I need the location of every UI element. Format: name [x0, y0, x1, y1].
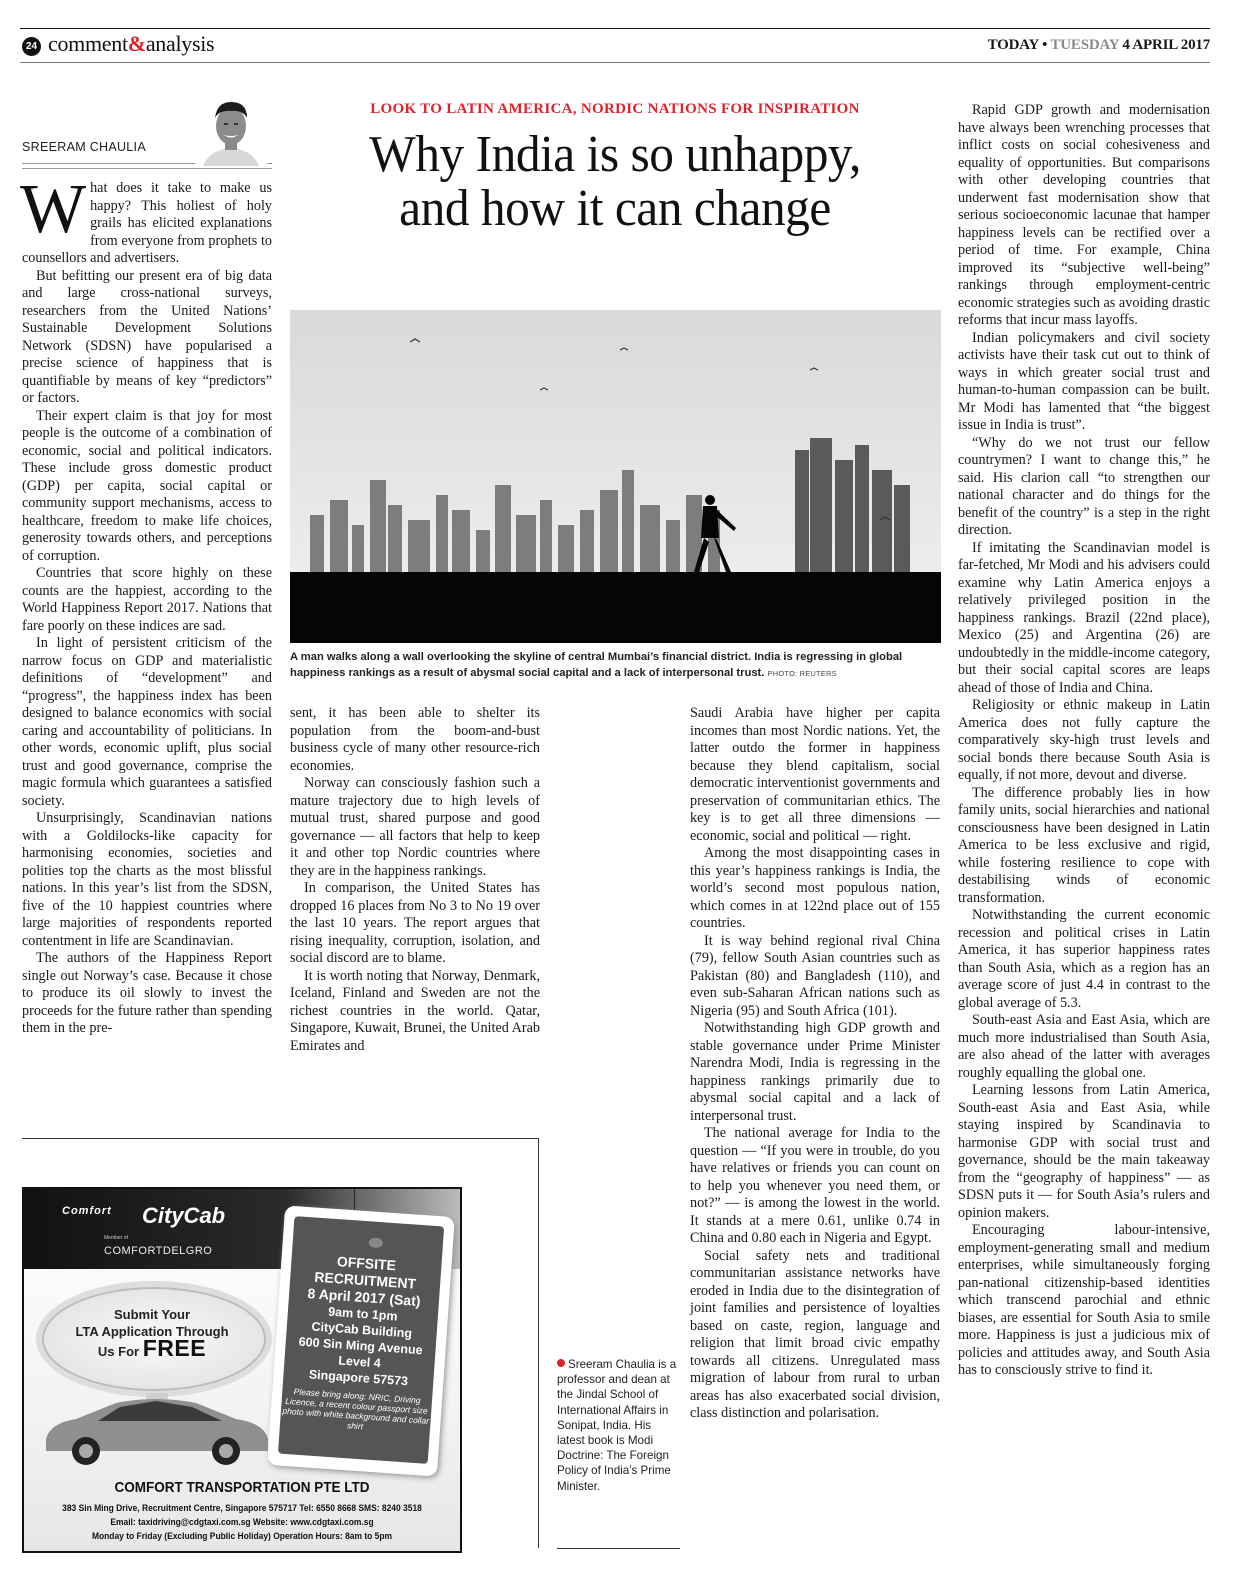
badge-line: Us For [97, 1344, 140, 1359]
tag-street: 600 Sin Ming Avenue [298, 1334, 424, 1358]
article-paragraph: In comparison, the United States has dropped 16 places from No 3 to No 19 over the last 10 years. The report argues that rising inequality, corruption, isolation, and social discord are to blame. [290, 880, 540, 966]
article-paragraph: Their expert claim is that joy for most people is the outcome of a combination of economic, social and political indicators. These include gross domestic product (GDP) per capita, social capital or community support mechanisms, access to healthcare, freedom to make life choices, generosity towards others, and perceptions of corruption. [22, 407, 272, 564]
article-paragraph: Countries that score highly on these counts are the happiest, according to the World Happiness Report 2017. Nations that fare poorly on these indices are sad. [22, 565, 272, 634]
article-paragraph: But befitting our present era of big data and large cross-national surveys, researchers from the United Nations’ Sustainable Development Solutions Network (SDSN) have popularised a precise science of happiness that is quantifiable by means of key “predictors” or factors. [22, 267, 272, 406]
publication-name: TODAY [987, 37, 1039, 53]
article-paragraph: sent, it has been able to shelter its population from the boom-and-bust business cycle of many other resource-rich economies. [290, 705, 540, 774]
taxi-image [36, 1389, 276, 1469]
photo-credit: PHOTO: REUTERS [767, 668, 837, 678]
article-paragraph: Among the most disappointing cases in this year’s happiness rankings is India, the world’s second most populous nation, which comes in at 122nd place out of 155 countries. [690, 845, 940, 931]
article-column-3 [690, 705, 940, 1423]
photo-caption [290, 650, 941, 681]
article-paragraph: Religiosity or ethnic makeup in Latin America does not fully capture the comparatively sky-high trust levels and social bonds there because South Asia is equally, if not more, devout and diverse. [958, 697, 1210, 783]
tag-note: Please bring along: NRIC, Driving Licence, a recent colour passport size photo with white background and collar shirt [282, 1386, 430, 1432]
article-column-2 [290, 705, 540, 1055]
bio-rule [557, 1548, 680, 1549]
citycab-advertisement[interactable] [22, 1187, 462, 1553]
article-paragraph: Social safety nets and traditional communitarian assistance networks have eroded in India due to the disintegration of joint families and persistence of loyalties based on caste, region, language and religion that limit broad civic empathy towards all citizens. Unregulated mass migration of labour from rural to urban areas has also exacerbated social division, class distinction and polarisation. [690, 1247, 940, 1421]
date-separator: • [1042, 37, 1048, 53]
section-ampersand: & [127, 31, 146, 56]
tag-title: OFFSITE [336, 1253, 397, 1274]
tag-level: Level 4 [337, 1353, 382, 1371]
date-full: 4 APRIL 2017 [1122, 37, 1210, 53]
article-column-1 [20, 171, 272, 1038]
recruitment-tag [267, 1205, 455, 1476]
article-paragraph: Encouraging labour-intensive, employment-generating small and medium enterprises, while simultaneously forging pan-national citizenship-based identities which transcend parochial and ethnic biases, are essential for South Asia to smile more. Happiness is just a judicious mix of policies and attitudes away, and South Asia has to consciously strive to find it. [958, 1222, 1210, 1378]
headline-line-2: and how it can change [399, 180, 831, 237]
tag-hole [369, 1237, 384, 1248]
article-paragraph: The national average for India to the question — “If you were in trouble, do you have relatives or friends you can count on to help you whenever you need them, or not?” — is among the lowest in the world. It stands at a mere 0.61, unlike 0.74 in China and 0.80 each in Nigeria and Egypt. [690, 1125, 940, 1246]
article-paragraph: Learning lessons from Latin America, South-east Asia and East Asia, while staying inspired by Scandinavia to harmonise GDP with social trust and governance, should be the main takeaway from the “geography of happiness” — as SDSN puts it — for South Asia’s rulers and opinion makers. [958, 1082, 1210, 1221]
comfort-logo: Comfort [62, 1205, 112, 1217]
comfortdelgro-logo: COMFORTDELGRO [104, 1245, 213, 1257]
article-paragraph: Unsurprisingly, Scandinavian nations with a Goldilocks-like capacity for harmonising economies, societies and polities top the charts as the most blissful nations. In this year’s list from the SDSN, five of the 10 happiest countries where large majorities of respondents reported contentment in life are Scandinavian. [22, 810, 272, 949]
masthead-bottom-rule [20, 62, 1210, 63]
tag-panel [278, 1216, 444, 1464]
tag-title: RECRUITMENT [313, 1268, 417, 1292]
ad-contact-address: 383 Sin Ming Drive, Recruitment Centre, Singapore 575717 Tel: 6550 8668 SMS: 8240 3518 [62, 1503, 422, 1513]
citycab-logo: CityCab [142, 1203, 226, 1228]
paragraph-text: hat does it take to make us happy? This holiest of holy grails has elicited explanations from everyone from prophets to counsellors and advertisers. [22, 180, 272, 266]
badge-line: Submit Your [113, 1307, 191, 1322]
member-of-label: Member of [104, 1235, 128, 1241]
tag-date: 8 April 2017 (Sat) [307, 1285, 422, 1310]
badge-free: FREE [142, 1335, 207, 1361]
section-title-part2: analysis [145, 31, 215, 56]
article-column-4 [958, 102, 1210, 1380]
tag-postcode: Singapore 57573 [308, 1367, 409, 1389]
date-weekday: TUESDAY [1050, 37, 1119, 53]
headline-kicker: LOOK TO LATIN AMERICA, NORDIC NATIONS FOR INSPIRATION [370, 101, 860, 117]
masthead-top-rule [20, 28, 1210, 29]
article-paragraph: It is way behind regional rival China (79), fellow South Asian countries such as Pakistan (80) and Bangladesh (110), and even sub-Saharan African nations such as Nigeria (95) and South Africa (101). [690, 932, 940, 1019]
article-paragraph: Norway can consciously fashion such a mature trajectory due to high levels of mutual trust, shared purpose and good governance — all factors that help to keep it and other top Nordic countries where they are in the happiness rankings. [290, 775, 540, 879]
bullet-dot-icon [557, 1359, 565, 1367]
article-paragraph: Saudi Arabia have higher per capita incomes than most Nordic nations. Yet, the latter outdo the former in happiness because they blend capitalism, social democratic interventionist governments and preservation of communitarian ethics. The key is to get all three dimensions — economic, social and political — right. [690, 705, 940, 844]
ad-frame-rule [22, 1138, 538, 1139]
article-paragraph [20, 171, 272, 268]
badge-line: LTA Application Through [75, 1324, 229, 1339]
drop-cap: W [20, 171, 87, 248]
author-headshot [195, 94, 267, 166]
badge-text [42, 1306, 262, 1360]
ad-company-name: COMFORT TRANSPORTATION PTE LTD [114, 1479, 370, 1496]
author-byline: SREERAM CHAULIA [22, 140, 146, 154]
ad-contact-hours: Monday to Friday (Excluding Public Holiday) Operation Hours: 8am to 5pm [91, 1531, 393, 1541]
page-number-badge: 24 [22, 37, 41, 56]
article-paragraph: The difference probably lies in how family units, social hierarchies and national consciousness have been designed in Latin America to be less exclusive and rigid, while fostering resilience to cope with destabilising winds of economic transformation. [958, 784, 1210, 906]
ad-frame-rule [538, 1138, 539, 1548]
article-paragraph: South-east Asia and East Asia, which are much more industrialised than South Asia, are also ahead of the latter with averages roughly equalling the global one. [958, 1012, 1210, 1081]
ad-contact-email[interactable]: Email: taxidriving@cdgtaxi.com.sg Website: www.cdgtaxi.com.sg [110, 1517, 374, 1527]
section-title-part1: comment [48, 31, 128, 56]
article-paragraph: It is worth noting that Norway, Denmark, Iceland, Finland and Sweden are not the richest countries in the world. Qatar, Singapore, Kuwait, Brunei, the United Arab Emirates and [290, 967, 540, 1054]
article-paragraph: Indian policymakers and civil society activists have their task cut out to think of ways in which greater social trust and human-to-human compassion can be built. Mr Modi has lamented that “the biggest issue in India is trust”. [958, 329, 1210, 433]
tag-time: 9am to 1pm [327, 1304, 399, 1324]
mumbai-skyline-photo [290, 310, 941, 643]
author-bio [557, 1357, 677, 1494]
author-bio-text: Sreeram Chaulia is a professor and dean at the Jindal School of International Affairs in Sonipat, India. His latest book is Modi Doctrine: The Foreign Policy of India’s Prime Minister. [557, 1358, 677, 1493]
article-paragraph: Notwithstanding the current economic recession and political crises in Latin America, it has superior happiness rates than South Asia, which as a region has an average score of just 4.4 in contrast to the global average of 5.3. [958, 907, 1210, 1011]
photo-caption-text: A man walks along a wall overlooking the skyline of central Mumbai’s financial district. India is regressing in global happiness rankings as a result of abysmal social capital and a lack of interpersonal trust. [290, 651, 903, 679]
headline-line-1: Why India is so unhappy, [369, 126, 861, 183]
article-paragraph: Notwithstanding high GDP growth and stable governance under Prime Minister Narendra Modi, India is regressing in the happiness rankings primarily due to abysmal social capital and a lack of interpersonal trust. [690, 1020, 940, 1124]
tag-text [280, 1250, 442, 1436]
section-title [48, 31, 214, 57]
article-paragraph: Rapid GDP growth and modernisation have always been wrenching processes that inflict costs on social cohesiveness and equality of opportunities. But comparisons with other developing countries that underwent fast modernisation show that serious socioeconomic lacunae that hamper happiness levels can be rectified over a period of time. For example, China improved its “subjective well-being” rankings through employment-centric economic strategies such as avoiding drastic reforms that incur mass layoffs. [958, 102, 1210, 328]
article-paragraph: “Why do we not trust our fellow countrymen? I want to change this,” he said. His clarion call “to strengthen our national character and do things for the benefit of the country” is a step in the right direction. [958, 434, 1210, 538]
headline [306, 128, 924, 236]
tag-venue: CityCab Building [311, 1319, 413, 1341]
article-paragraph: The authors of the Happiness Report single out Norway’s case. Because it chose to produce its oil slowly to invest the proceeds for the future rather than spending them in the pre- [22, 950, 272, 1036]
dateline [988, 37, 1210, 54]
article-paragraph: If imitating the Scandinavian model is far-fetched, Mr Modi and his advisers could examine why Latin America enjoys a relatively privileged position in the happiness rankings. Brazil (22nd place), Mexico (25) and Argentina (26) are undoubtedly in the middle-income category, but their social capital scores are leaps ahead of those of India and China. [958, 539, 1210, 696]
article-paragraph: In light of persistent criticism of the narrow focus on GDP and materialistic definitions of “development” and “progress”, the happiness index has been designed to balance economics with social caring and accountability of politicians. In other words, economic uplift, plus social trust and good governance, comprise the magic formula which guarantees a satisfied society. [22, 635, 272, 809]
